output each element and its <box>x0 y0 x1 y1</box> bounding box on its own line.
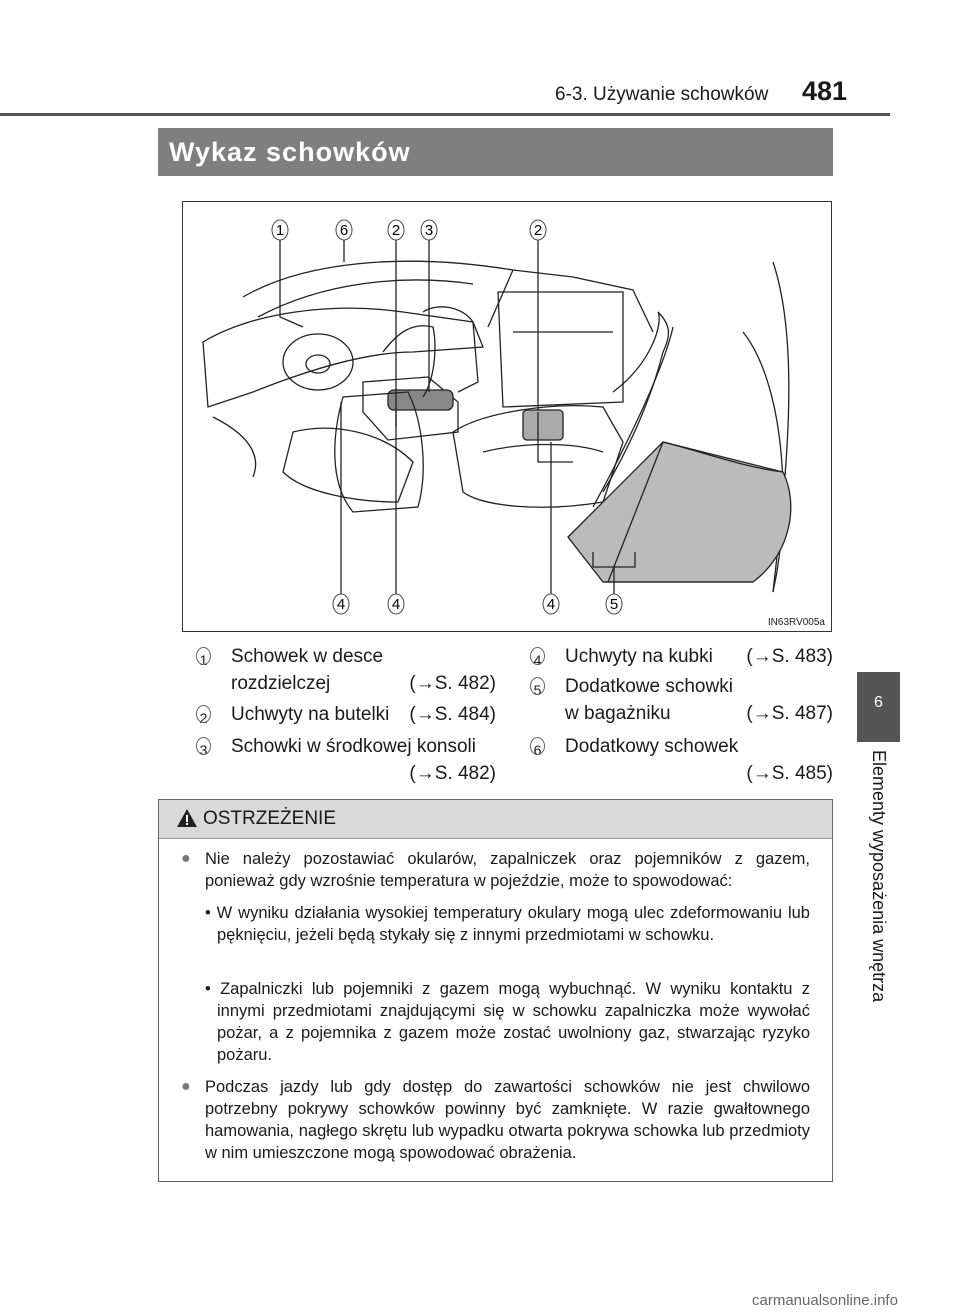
svg-text:4: 4 <box>391 596 401 613</box>
legend-item-3: 3 Schowki w środkowej konsoli (→S. 482) <box>196 733 496 789</box>
callout-5 <box>606 594 622 614</box>
section-header: 6-3. Używanie schowków <box>555 84 769 105</box>
callout-4c <box>543 594 559 614</box>
callout-6 <box>336 220 352 240</box>
header-divider <box>0 113 890 116</box>
callout-1 <box>272 220 288 240</box>
page-number: 481 <box>802 76 848 106</box>
warning-item-1: Nie należy pozostawiać okularów, zapalniczek oraz pojemników z gazem, ponieważ gdy wzrośnie temperatura w pojeździe, może to spowodować: <box>205 850 810 890</box>
bullet-dot: ● <box>181 850 191 867</box>
svg-text:4: 4 <box>336 596 346 613</box>
svg-text:4: 4 <box>546 596 556 613</box>
chapter-label: Elementy wyposażenia wnętrza <box>869 750 889 1003</box>
legend-item-2: 2 Uchwyty na butelki (→S. 484) <box>196 701 496 729</box>
bullet-dot: ● <box>181 1078 191 1095</box>
page-title: Wykaz schowków <box>169 137 411 167</box>
car-interior-figure <box>182 201 832 632</box>
legend-item-5: 5 Dodatkowe schowki w bagażniku (→S. 487) <box>530 673 833 729</box>
warning-subitem-1: • W wyniku działania wysokiej temperatury okulary mogą ulec zdeformowaniu lub pęknięciu, jeżeli będą stykały się z innymi przedmiotami w schowku. <box>205 904 810 944</box>
legend-item-6: 6 Dodatkowy schowek (→S. 485) <box>530 733 833 789</box>
watermark: carmanualsonline.info <box>752 1292 898 1309</box>
svg-text:5: 5 <box>609 596 619 613</box>
title-bar <box>158 128 833 176</box>
svg-text:2: 2 <box>533 222 543 239</box>
svg-text:1: 1 <box>275 222 285 239</box>
legend-item-4: 4 Uchwyty na kubki (→S. 483) <box>530 643 833 671</box>
callout-3 <box>421 220 437 240</box>
warning-subitem-2: • Zapalniczki lub pojemniki z gazem mogą wybuchnąć. W wyniku kontaktu z innymi przedmiotami znajdującymi się w schowku zapalniczka może wywołać pożar, a z pojemnika z gazem może zostać uwolniony gaz, stwarzając ryzyko pożaru. <box>205 980 810 1064</box>
svg-text:3: 3 <box>424 222 434 239</box>
callout-4a <box>333 594 349 614</box>
figure-code: IN63RV005a <box>767 617 825 628</box>
callout-2b <box>530 220 546 240</box>
warning-heading: OSTRZEŻENIE <box>203 808 337 829</box>
callout-4b <box>388 594 404 614</box>
warning-item-2: Podczas jazdy lub gdy dostęp do zawartości schowków nie jest chwilowo potrzebny pokrywy schowków powinny być zamknięte. W razie gwałtownego hamowania, nagłego skrętu lub wypadku otwarta pokrywa schowka lub przedmioty w nim umieszczone mogą spowodować obrażenia. <box>205 1078 810 1162</box>
car-interior-illustration <box>183 202 833 633</box>
warning-box <box>158 799 833 1182</box>
svg-text:2: 2 <box>391 222 401 239</box>
svg-text:6: 6 <box>339 222 349 239</box>
warning-header <box>159 800 832 839</box>
legend-item-1: 1 Schowek w desce rozdzielczej (→S. 482) <box>196 643 496 699</box>
chapter-number: 6 <box>874 694 883 711</box>
chapter-tab[interactable] <box>857 672 900 742</box>
callout-2a <box>388 220 404 240</box>
warning-triangle-icon <box>176 808 198 828</box>
